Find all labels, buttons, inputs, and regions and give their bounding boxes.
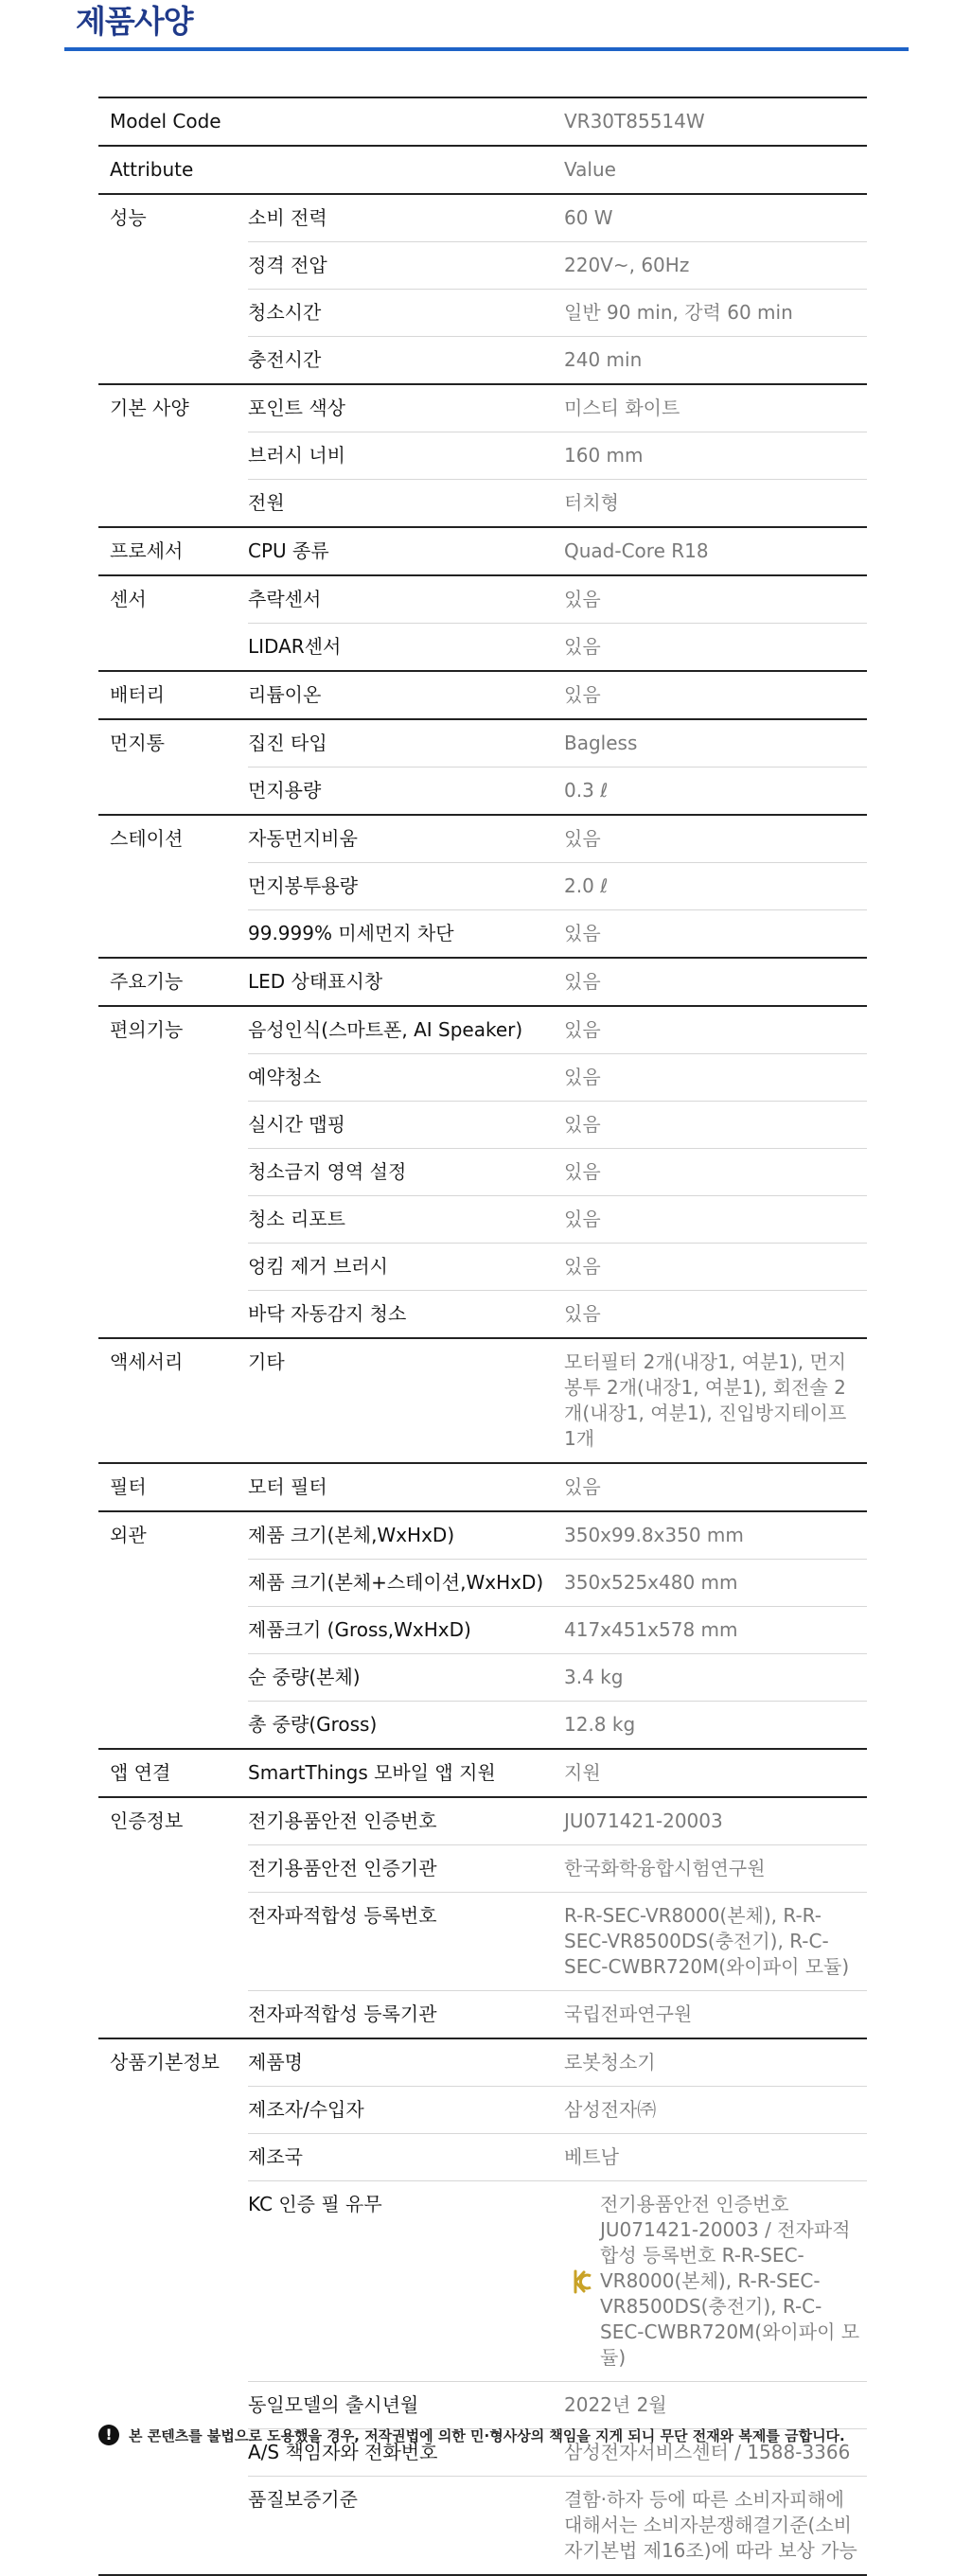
spec-value <box>564 1244 867 1291</box>
spec-category <box>98 863 248 910</box>
spec-name: 예약청소 <box>248 1054 564 1102</box>
spec-value-text: 일반 90 min, 강력 60 min <box>564 301 793 324</box>
spec-value <box>564 2134 867 2181</box>
spec-name: 브러시 너비 <box>248 432 564 480</box>
spec-name: CPU 종류 <box>248 527 564 575</box>
spec-row <box>98 1797 867 1845</box>
spec-row <box>98 242 867 290</box>
spec-row <box>98 2087 867 2134</box>
spec-row <box>98 575 867 624</box>
spec-row <box>98 194 867 242</box>
spec-category: 편의기능 <box>98 1006 248 1054</box>
spec-category <box>98 1845 248 1893</box>
spec-value <box>564 1291 867 1339</box>
spec-value <box>564 1893 867 1991</box>
spec-category <box>98 1991 248 2039</box>
spec-value <box>564 2087 867 2134</box>
spec-name: 청소금지 영역 설정 <box>248 1149 564 1196</box>
spec-category <box>98 1607 248 1654</box>
spec-category <box>98 432 248 480</box>
kc-mark-block <box>564 2192 863 2371</box>
spec-value-text: 국립전파연구원 <box>564 2003 693 2025</box>
notice-text: 본 콘텐츠를 불법으로 도용했을 경우, 저작권법에 의한 민·형사상의 책임을 지게 되니 무단 전재와 복제를 금합니다. <box>129 2426 845 2444</box>
spec-name <box>248 97 564 146</box>
spec-value <box>564 290 867 337</box>
spec-value <box>564 2382 867 2429</box>
spec-row <box>98 97 867 146</box>
spec-category <box>98 480 248 528</box>
spec-name: 정격 전압 <box>248 242 564 290</box>
spec-category <box>98 1654 248 1702</box>
spec-row <box>98 1560 867 1607</box>
spec-value <box>564 480 867 528</box>
spec-category <box>98 910 248 959</box>
spec-value-text: 160 mm <box>564 444 644 467</box>
spec-value <box>564 671 867 719</box>
spec-category: 상품기본정보 <box>98 2038 248 2087</box>
spec-value-text: VR30T85514W <box>564 110 705 132</box>
spec-row <box>98 671 867 719</box>
spec-value-text: 2.0 ℓ <box>564 874 609 897</box>
spec-row <box>98 527 867 575</box>
spec-row <box>98 1244 867 1291</box>
spec-row <box>98 432 867 480</box>
spec-value <box>564 2477 867 2576</box>
spec-name: 포인트 색상 <box>248 384 564 432</box>
spec-name: 전자파적합성 등록기관 <box>248 1991 564 2039</box>
spec-value-text: 3.4 kg <box>564 1666 624 1688</box>
spec-category: 필터 <box>98 1463 248 1511</box>
spec-name: LED 상태표시창 <box>248 958 564 1006</box>
spec-value-text: 220V~, 60Hz <box>564 254 690 276</box>
spec-row <box>98 1654 867 1702</box>
spec-row <box>98 815 867 863</box>
spec-value <box>564 1749 867 1797</box>
spec-name: 추락센서 <box>248 575 564 624</box>
spec-value-text: 있음 <box>564 827 601 850</box>
spec-category <box>98 2382 248 2429</box>
spec-name: 총 중량(Gross) <box>248 1702 564 1750</box>
spec-table <box>98 97 867 2576</box>
spec-row <box>98 2181 867 2382</box>
spec-category <box>98 1054 248 1102</box>
spec-row <box>98 2382 867 2429</box>
spec-category: Attribute <box>98 146 248 194</box>
spec-name: 전기용품안전 인증번호 <box>248 1797 564 1845</box>
spec-category <box>98 768 248 816</box>
spec-value-text: 350x525x480 mm <box>564 1571 738 1594</box>
spec-name: 제품크기 (Gross,WxHxD) <box>248 1607 564 1654</box>
spec-name: 전자파적합성 등록번호 <box>248 1893 564 1991</box>
spec-value <box>564 242 867 290</box>
spec-value <box>564 863 867 910</box>
spec-name: 동일모델의 출시년월 <box>248 2382 564 2429</box>
spec-row <box>98 2134 867 2181</box>
spec-value <box>564 97 867 146</box>
spec-row <box>98 1006 867 1054</box>
spec-value-text: 있음 <box>564 1113 601 1136</box>
spec-name: 청소시간 <box>248 290 564 337</box>
spec-value <box>564 1654 867 1702</box>
spec-name: 99.999% 미세먼지 차단 <box>248 910 564 959</box>
spec-value-text: 있음 <box>564 683 601 706</box>
spec-name: 음성인식(스마트폰, AI Speaker) <box>248 1006 564 1054</box>
spec-name: 자동먼지비움 <box>248 815 564 863</box>
spec-value <box>564 1102 867 1149</box>
spec-category: 외관 <box>98 1511 248 1560</box>
spec-category <box>98 2134 248 2181</box>
spec-name: 전기용품안전 인증기관 <box>248 1845 564 1893</box>
spec-value-text: 0.3 ℓ <box>564 779 609 802</box>
spec-value <box>564 1607 867 1654</box>
spec-name: 모터 필터 <box>248 1463 564 1511</box>
spec-value <box>564 1196 867 1244</box>
spec-row <box>98 1463 867 1511</box>
spec-value <box>564 1054 867 1102</box>
spec-name: 청소 리포트 <box>248 1196 564 1244</box>
spec-value-text: 한국화학융합시험연구원 <box>564 1857 766 1879</box>
spec-row <box>98 1702 867 1750</box>
spec-category <box>98 242 248 290</box>
spec-category <box>98 1196 248 1244</box>
spec-row <box>98 768 867 816</box>
spec-value-text: 있음 <box>564 588 601 610</box>
spec-value-text: 60 W <box>564 206 613 229</box>
spec-value <box>564 1463 867 1511</box>
spec-row <box>98 958 867 1006</box>
kc-text: 전기용품안전 인증번호 JU071421-20003 / 전자파적합성 등록번호 R-R-SEC-VR8000(본체), R-R-SEC-VR8500DS(충전기), R-C-SEC-CWBR720M(와이파이 모듈) <box>600 2193 860 2369</box>
spec-value <box>564 1511 867 1560</box>
exclamation-icon: ! <box>98 2425 119 2445</box>
spec-row <box>98 1196 867 1244</box>
spec-row <box>98 2477 867 2576</box>
spec-value-text: 2022년 2월 <box>564 2393 667 2416</box>
spec-name: 충전시간 <box>248 337 564 385</box>
spec-row <box>98 1291 867 1339</box>
spec-value-text: 로봇청소기 <box>564 2051 656 2073</box>
spec-value <box>564 815 867 863</box>
spec-name: 기타 <box>248 1338 564 1463</box>
spec-value <box>564 337 867 385</box>
spec-name: 제품 크기(본체,WxHxD) <box>248 1511 564 1560</box>
spec-category <box>98 2087 248 2134</box>
spec-row <box>98 337 867 385</box>
kc-certification-icon <box>572 2267 592 2296</box>
spec-value <box>564 2038 867 2087</box>
spec-value <box>564 1991 867 2039</box>
spec-category: 기본 사양 <box>98 384 248 432</box>
spec-name: LIDAR센서 <box>248 624 564 672</box>
spec-name: 제조국 <box>248 2134 564 2181</box>
spec-value-text: 있음 <box>564 922 601 944</box>
spec-name: 제품 크기(본체+스테이션,WxHxD) <box>248 1560 564 1607</box>
spec-category: 인증정보 <box>98 1797 248 1845</box>
spec-row <box>98 1338 867 1463</box>
spec-value <box>564 1006 867 1054</box>
spec-value-text: JU071421-20003 <box>564 1809 723 1832</box>
spec-category <box>98 1702 248 1750</box>
spec-name: 품질보증기준 <box>248 2477 564 2576</box>
spec-value-text: 있음 <box>564 1208 601 1230</box>
spec-value <box>564 1702 867 1750</box>
spec-name <box>248 146 564 194</box>
spec-row <box>98 1102 867 1149</box>
spec-value-text: 삼성전자㈜ <box>564 2098 657 2121</box>
spec-value-text: 미스티 화이트 <box>564 397 680 419</box>
spec-value <box>564 1560 867 1607</box>
spec-name: KC 인증 필 유무 <box>248 2181 564 2382</box>
spec-category: Model Code <box>98 97 248 146</box>
page-title: 제품사양 <box>76 3 193 40</box>
spec-category: 성능 <box>98 194 248 242</box>
spec-category <box>98 337 248 385</box>
spec-name: 엉킴 제거 브러시 <box>248 1244 564 1291</box>
spec-row <box>98 146 867 194</box>
spec-value <box>564 194 867 242</box>
spec-row <box>98 910 867 959</box>
spec-category: 먼지통 <box>98 719 248 768</box>
spec-value-text: Value <box>564 158 616 181</box>
spec-value-text: 있음 <box>564 1066 601 1088</box>
spec-value-text: 있음 <box>564 1475 601 1498</box>
spec-row <box>98 1607 867 1654</box>
spec-value-text: 있음 <box>564 1255 601 1278</box>
spec-value-text: 모터필터 2개(내장1, 여분1), 먼지봉투 2개(내장1, 여분1), 회전솔 2개(내장1, 여분1), 진입방지테이프 1개 <box>564 1350 847 1450</box>
spec-value <box>564 768 867 816</box>
spec-value-text: 있음 <box>564 1302 601 1325</box>
spec-category <box>98 2181 248 2382</box>
spec-value-text: 240 min <box>564 348 643 371</box>
spec-row <box>98 1149 867 1196</box>
spec-name: 리튬이온 <box>248 671 564 719</box>
spec-row <box>98 2038 867 2087</box>
spec-name: 제품명 <box>248 2038 564 2087</box>
spec-name: 집진 타입 <box>248 719 564 768</box>
spec-category <box>98 624 248 672</box>
spec-category: 앱 연결 <box>98 1749 248 1797</box>
spec-name: A/S 책임자와 전화번호 <box>248 2429 564 2477</box>
spec-row <box>98 1749 867 1797</box>
spec-value-text: 결함·하자 등에 따른 소비자피해에 대해서는 소비자분쟁해결기준(소비자기본법 제16조)에 따라 보상 가능 <box>564 2488 857 2562</box>
spec-value <box>564 527 867 575</box>
spec-category: 센서 <box>98 575 248 624</box>
spec-value <box>564 1797 867 1845</box>
spec-value <box>564 958 867 1006</box>
spec-category <box>98 1149 248 1196</box>
spec-category <box>98 1291 248 1339</box>
spec-value-text: 베트남 <box>564 2145 619 2168</box>
spec-row <box>98 863 867 910</box>
spec-category <box>98 1560 248 1607</box>
spec-name: 제조자/수입자 <box>248 2087 564 2134</box>
spec-row <box>98 384 867 432</box>
spec-name: 실시간 맵핑 <box>248 1102 564 1149</box>
spec-name: 전원 <box>248 480 564 528</box>
spec-row <box>98 1845 867 1893</box>
spec-value-text: 있음 <box>564 1018 601 1041</box>
spec-value <box>564 432 867 480</box>
spec-value-text: R-R-SEC-VR8000(본체), R-R-SEC-VR8500DS(충전기), R-C-SEC-CWBR720M(와이파이 모듈) <box>564 1904 850 1978</box>
spec-name: 바닥 자동감지 청소 <box>248 1291 564 1339</box>
spec-row <box>98 719 867 768</box>
spec-value-text: 있음 <box>564 970 601 993</box>
spec-value <box>564 910 867 959</box>
spec-row <box>98 1054 867 1102</box>
spec-value-text: 지원 <box>564 1761 601 1784</box>
spec-value <box>564 624 867 672</box>
spec-value-text: Bagless <box>564 732 638 754</box>
spec-value <box>564 1338 867 1463</box>
spec-value-text: 350x99.8x350 mm <box>564 1524 744 1546</box>
spec-category: 주요기능 <box>98 958 248 1006</box>
spec-category: 배터리 <box>98 671 248 719</box>
title-divider <box>64 47 909 51</box>
spec-category: 액세서리 <box>98 1338 248 1463</box>
spec-value-text: 417x451x578 mm <box>564 1618 738 1641</box>
spec-value-text: 삼성전자서비스센터 / 1588-3366 <box>564 2441 851 2463</box>
spec-category: 스테이션 <box>98 815 248 863</box>
spec-category: 프로세서 <box>98 527 248 575</box>
spec-row <box>98 290 867 337</box>
spec-value <box>564 575 867 624</box>
spec-category <box>98 2477 248 2576</box>
spec-category <box>98 1893 248 1991</box>
copyright-notice <box>98 2425 874 2445</box>
spec-row <box>98 1511 867 1560</box>
spec-row <box>98 1893 867 1991</box>
spec-value-text: 터치형 <box>564 491 619 514</box>
spec-value <box>564 719 867 768</box>
spec-name: 먼지용량 <box>248 768 564 816</box>
spec-name: 먼지봉투용량 <box>248 863 564 910</box>
spec-category <box>98 290 248 337</box>
spec-value-text: 12.8 kg <box>564 1713 636 1736</box>
spec-value <box>564 146 867 194</box>
spec-value <box>564 1149 867 1196</box>
spec-category <box>98 1244 248 1291</box>
spec-value <box>564 2181 867 2382</box>
spec-value-text: 있음 <box>564 1160 601 1183</box>
spec-name: 순 중량(본체) <box>248 1654 564 1702</box>
spec-name: SmartThings 모바일 앱 지원 <box>248 1749 564 1797</box>
spec-value-text: 있음 <box>564 635 601 658</box>
spec-value-text: Quad-Core R18 <box>564 539 709 562</box>
spec-name: 소비 전력 <box>248 194 564 242</box>
spec-value <box>564 1845 867 1893</box>
spec-category <box>98 1102 248 1149</box>
spec-row <box>98 624 867 672</box>
spec-value <box>564 384 867 432</box>
spec-row <box>98 480 867 528</box>
spec-row <box>98 1991 867 2039</box>
